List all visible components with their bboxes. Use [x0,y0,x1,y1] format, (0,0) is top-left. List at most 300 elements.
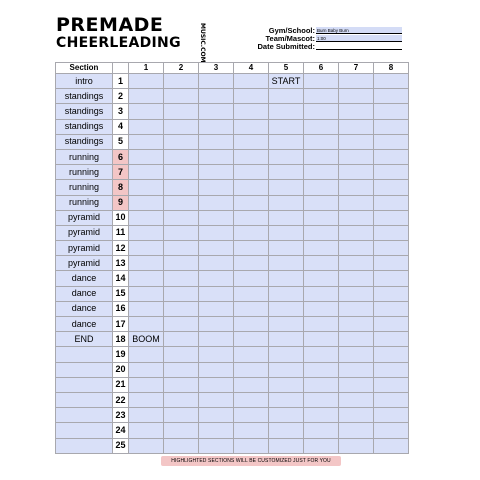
eight-count-number: 13 [113,256,129,271]
count-cell[interactable] [199,256,234,271]
eight-count-number: 21 [113,377,129,392]
count-cell[interactable] [374,210,409,225]
eight-count-number: 25 [113,438,129,453]
eight-count-number: 6 [113,149,129,164]
count-cell[interactable] [234,225,269,240]
count-cell[interactable] [304,165,339,180]
count-cell[interactable] [199,423,234,438]
count-cell[interactable] [234,362,269,377]
table-row [56,423,409,438]
highlight-note: HIGHLIGHTED SECTIONS WILL BE CUSTOMIZED JUST FOR YOU [161,456,341,466]
count-cell[interactable] [164,347,199,362]
count-cell[interactable] [129,195,164,210]
count-cell[interactable] [129,271,164,286]
count-cell[interactable] [304,362,339,377]
count-cell[interactable] [269,301,304,316]
count-cell[interactable] [304,195,339,210]
count-cell[interactable] [199,362,234,377]
count-cell[interactable] [374,74,409,89]
count-cell[interactable] [199,119,234,134]
count-cell[interactable] [164,241,199,256]
table-row [56,271,409,286]
count-cell[interactable] [129,241,164,256]
count-cell[interactable] [164,408,199,423]
count-cell[interactable] [374,377,409,392]
count-cell[interactable] [164,89,199,104]
count-cell[interactable] [304,332,339,347]
section-cell[interactable]: standings [56,104,113,119]
count-cell[interactable] [164,392,199,407]
column-header-count-6: 6 [304,63,339,74]
eight-count-number: 17 [113,317,129,332]
count-cell[interactable] [374,165,409,180]
count-cell[interactable] [234,89,269,104]
count-cell[interactable] [374,332,409,347]
section-cell[interactable] [56,362,113,377]
eight-count-number: 8 [113,180,129,195]
count-cell[interactable] [339,408,374,423]
eight-count-number: 2 [113,89,129,104]
count-cell[interactable] [269,438,304,453]
count-cell[interactable] [269,195,304,210]
count-cell[interactable] [374,195,409,210]
eight-count-number: 16 [113,301,129,316]
header-row [56,63,409,74]
count-cell[interactable] [129,89,164,104]
table-row [56,438,409,453]
gym-school-field[interactable]: Burn Baby Burn [316,27,402,34]
count-cell[interactable] [234,180,269,195]
eight-count-number: 18 [113,332,129,347]
count-cell[interactable] [304,119,339,134]
eight-count-number: 20 [113,362,129,377]
table-row [56,119,409,134]
count-cell[interactable] [269,347,304,362]
count-cell[interactable] [339,392,374,407]
count-cell[interactable] [339,134,374,149]
count-cell[interactable] [129,74,164,89]
eight-count-number: 9 [113,195,129,210]
section-cell[interactable] [56,392,113,407]
eight-count-number: 24 [113,423,129,438]
count-cell[interactable] [339,423,374,438]
count-cell[interactable] [199,377,234,392]
section-cell[interactable]: running [56,149,113,164]
count-cell[interactable] [269,119,304,134]
count-cell[interactable] [339,74,374,89]
count-cell[interactable] [164,104,199,119]
count-cell[interactable]: BOOM [129,332,164,347]
count-cell[interactable] [269,377,304,392]
count-cell[interactable] [374,256,409,271]
count-cell[interactable] [164,165,199,180]
count-cell[interactable] [234,271,269,286]
count-cell[interactable] [269,134,304,149]
section-cell[interactable]: standings [56,134,113,149]
count-cell[interactable] [199,134,234,149]
count-cell[interactable] [339,210,374,225]
eight-count-number: 7 [113,165,129,180]
count-cell[interactable] [374,392,409,407]
count-cell[interactable] [164,377,199,392]
table-row [56,408,409,423]
table-row [56,134,409,149]
count-cell[interactable] [304,241,339,256]
count-cell[interactable] [234,423,269,438]
count-cell[interactable] [269,332,304,347]
eight-count-number: 1 [113,74,129,89]
count-sheet-table [55,62,409,454]
eight-count-number: 11 [113,225,129,240]
count-cell[interactable] [199,271,234,286]
count-cell[interactable] [269,210,304,225]
count-cell[interactable] [199,438,234,453]
count-cell[interactable] [129,165,164,180]
count-cell[interactable] [129,286,164,301]
section-cell[interactable]: dance [56,317,113,332]
section-cell[interactable] [56,438,113,453]
count-cell[interactable] [339,438,374,453]
section-cell[interactable] [56,347,113,362]
count-cell[interactable] [129,408,164,423]
eight-count-number: 5 [113,134,129,149]
date-submitted-field[interactable] [316,43,402,50]
count-cell[interactable] [164,180,199,195]
count-cell[interactable] [304,74,339,89]
count-cell[interactable] [304,104,339,119]
count-cell[interactable] [129,438,164,453]
count-cell[interactable] [234,241,269,256]
section-cell[interactable]: running [56,195,113,210]
table-row [56,332,409,347]
section-cell[interactable]: standings [56,119,113,134]
section-cell[interactable]: running [56,165,113,180]
count-cell[interactable] [374,225,409,240]
count-cell[interactable] [339,165,374,180]
eight-count-number: 10 [113,210,129,225]
count-cell[interactable] [199,210,234,225]
count-cell[interactable] [199,408,234,423]
count-cell[interactable] [129,317,164,332]
count-cell[interactable] [129,423,164,438]
table-row [56,210,409,225]
count-cell[interactable] [339,225,374,240]
count-cell[interactable] [199,286,234,301]
section-cell[interactable] [56,408,113,423]
count-cell[interactable] [374,301,409,316]
section-cell[interactable]: pyramid [56,210,113,225]
eight-count-number: 4 [113,119,129,134]
count-cell[interactable] [199,332,234,347]
count-cell[interactable] [164,119,199,134]
count-cell[interactable] [269,225,304,240]
count-cell[interactable] [234,134,269,149]
logo-line-premade: PREMADE [56,14,164,36]
column-header-count-2: 2 [164,63,199,74]
count-cell[interactable] [374,149,409,164]
count-cell[interactable] [304,438,339,453]
count-cell[interactable] [339,119,374,134]
table-row [56,377,409,392]
count-cell[interactable] [199,195,234,210]
count-cell[interactable] [129,362,164,377]
count-cell[interactable] [304,408,339,423]
count-cell[interactable] [374,362,409,377]
count-cell[interactable] [339,301,374,316]
count-cell[interactable] [304,377,339,392]
table-row [56,392,409,407]
column-header-count-8: 8 [374,63,409,74]
count-cell[interactable] [129,225,164,240]
count-cell[interactable] [129,301,164,316]
count-cell[interactable] [129,180,164,195]
count-cell[interactable] [234,317,269,332]
count-cell[interactable] [164,210,199,225]
count-cell[interactable] [129,377,164,392]
count-cell[interactable] [164,301,199,316]
section-cell[interactable]: intro [56,74,113,89]
count-cell[interactable] [339,180,374,195]
count-cell[interactable] [234,377,269,392]
count-cell[interactable] [269,317,304,332]
count-cell[interactable] [199,241,234,256]
count-cell[interactable] [199,180,234,195]
count-cell[interactable] [339,149,374,164]
gym-school-label: Gym/School: [268,26,315,35]
count-cell[interactable] [339,89,374,104]
table-row [56,362,409,377]
table-row [56,104,409,119]
section-cell[interactable]: pyramid [56,256,113,271]
table-row [56,286,409,301]
count-cell[interactable] [339,271,374,286]
table-row [56,74,409,89]
date-submitted-label: Date Submitted: [257,42,315,51]
section-cell[interactable] [56,423,113,438]
count-cell[interactable] [199,74,234,89]
section-cell[interactable]: dance [56,286,113,301]
count-cell[interactable] [164,149,199,164]
count-cell[interactable] [304,286,339,301]
count-cell[interactable] [164,286,199,301]
column-header-count-1: 1 [129,63,164,74]
column-header-count-4: 4 [234,63,269,74]
count-cell[interactable] [304,317,339,332]
count-cell[interactable] [339,256,374,271]
count-cell[interactable] [199,301,234,316]
count-cell[interactable] [164,332,199,347]
count-cell[interactable] [269,362,304,377]
count-cell[interactable] [304,89,339,104]
section-cell[interactable]: pyramid [56,225,113,240]
count-cell[interactable] [129,256,164,271]
count-cell[interactable] [164,423,199,438]
count-cell[interactable] [199,225,234,240]
count-cell[interactable] [269,392,304,407]
count-cell[interactable] [129,347,164,362]
count-cell[interactable] [234,286,269,301]
count-cell[interactable] [129,149,164,164]
table-row [56,347,409,362]
count-cell[interactable] [199,104,234,119]
count-cell[interactable] [234,104,269,119]
count-cell[interactable] [304,347,339,362]
section-cell[interactable]: END [56,332,113,347]
team-mascot-label: Team/Mascot: [265,34,315,43]
count-cell[interactable] [199,165,234,180]
count-cell[interactable] [269,104,304,119]
column-header-eight-count [113,63,129,74]
premade-cheerleading-logo [56,14,206,63]
count-cell[interactable]: START [269,74,304,89]
count-cell[interactable] [374,286,409,301]
count-cell[interactable] [339,317,374,332]
count-cell[interactable] [129,134,164,149]
count-cell[interactable] [164,134,199,149]
count-cell[interactable] [269,89,304,104]
count-cell[interactable] [339,286,374,301]
eight-count-number: 12 [113,241,129,256]
section-cell[interactable]: dance [56,301,113,316]
team-mascot-field[interactable]: 1:00 [316,35,402,42]
count-cell[interactable] [129,104,164,119]
count-cell[interactable] [374,241,409,256]
column-header-count-7: 7 [339,63,374,74]
count-cell[interactable] [234,392,269,407]
eight-count-number: 23 [113,408,129,423]
column-header-section: Section [56,63,113,74]
count-cell[interactable] [234,119,269,134]
table-row [56,317,409,332]
count-cell[interactable] [304,134,339,149]
count-cell[interactable] [339,377,374,392]
count-cell[interactable] [374,89,409,104]
count-cell[interactable] [129,210,164,225]
count-cell[interactable] [164,256,199,271]
count-cell[interactable] [339,195,374,210]
table-row [56,89,409,104]
count-cell[interactable] [304,149,339,164]
count-cell[interactable] [164,438,199,453]
eight-count-number: 19 [113,347,129,362]
count-cell[interactable] [234,332,269,347]
count-cell[interactable] [199,392,234,407]
count-cell[interactable] [339,347,374,362]
table-row [56,301,409,316]
count-cell[interactable] [304,423,339,438]
team-info-block [244,27,404,51]
table-row [56,195,409,210]
count-cell[interactable] [374,317,409,332]
table-row [56,149,409,164]
count-cell[interactable] [269,149,304,164]
count-cell[interactable] [339,104,374,119]
eight-count-number: 3 [113,104,129,119]
count-cell[interactable] [374,104,409,119]
column-header-count-3: 3 [199,63,234,74]
count-cell[interactable] [339,362,374,377]
count-cell[interactable] [164,195,199,210]
count-cell[interactable] [199,149,234,164]
count-cell[interactable] [234,438,269,453]
count-cell[interactable] [304,210,339,225]
count-cell[interactable] [234,301,269,316]
count-cell[interactable] [269,286,304,301]
eight-count-number: 14 [113,271,129,286]
count-cell[interactable] [269,241,304,256]
count-cell[interactable] [374,271,409,286]
count-cell[interactable] [199,89,234,104]
count-cell[interactable] [164,271,199,286]
section-cell[interactable]: running [56,180,113,195]
count-cell[interactable] [234,210,269,225]
count-cell[interactable] [234,347,269,362]
count-cell[interactable] [374,408,409,423]
count-cell[interactable] [129,392,164,407]
count-cell[interactable] [304,392,339,407]
section-cell[interactable]: pyramid [56,241,113,256]
count-cell[interactable] [304,256,339,271]
count-cell[interactable] [269,271,304,286]
table-row [56,165,409,180]
count-cell[interactable] [304,225,339,240]
column-header-count-5: 5 [269,63,304,74]
count-cell[interactable] [164,317,199,332]
logo-line-cheerleading: CHEERLEADING [56,35,181,51]
count-cell[interactable] [374,423,409,438]
count-cell[interactable] [234,408,269,423]
count-cell[interactable] [164,74,199,89]
info-row-date [244,43,404,51]
count-cell[interactable] [374,119,409,134]
count-cell[interactable] [234,195,269,210]
table-row [56,241,409,256]
count-cell[interactable] [269,423,304,438]
count-cell[interactable] [304,180,339,195]
table-row [56,180,409,195]
table-row [56,256,409,271]
count-cell[interactable] [374,180,409,195]
count-cell[interactable] [234,74,269,89]
count-cell[interactable] [269,408,304,423]
eight-count-number: 15 [113,286,129,301]
count-cell[interactable] [374,438,409,453]
count-cell[interactable] [234,165,269,180]
count-cell[interactable] [374,134,409,149]
eight-count-number: 22 [113,392,129,407]
count-cell[interactable] [374,347,409,362]
count-cell[interactable] [339,332,374,347]
count-cell[interactable] [129,119,164,134]
count-cell[interactable] [234,149,269,164]
section-cell[interactable]: standings [56,89,113,104]
count-cell[interactable] [164,362,199,377]
count-cell[interactable] [304,301,339,316]
count-cell[interactable] [164,225,199,240]
count-cell[interactable] [304,271,339,286]
count-cell[interactable] [234,256,269,271]
count-cell[interactable] [339,241,374,256]
logo-side-text: MUSIC.COM [199,23,206,63]
count-cell[interactable] [199,347,234,362]
table-row [56,225,409,240]
count-cell[interactable] [269,180,304,195]
count-cell[interactable] [269,256,304,271]
section-cell[interactable]: dance [56,271,113,286]
count-cell[interactable] [199,317,234,332]
section-cell[interactable] [56,377,113,392]
count-cell[interactable] [269,165,304,180]
